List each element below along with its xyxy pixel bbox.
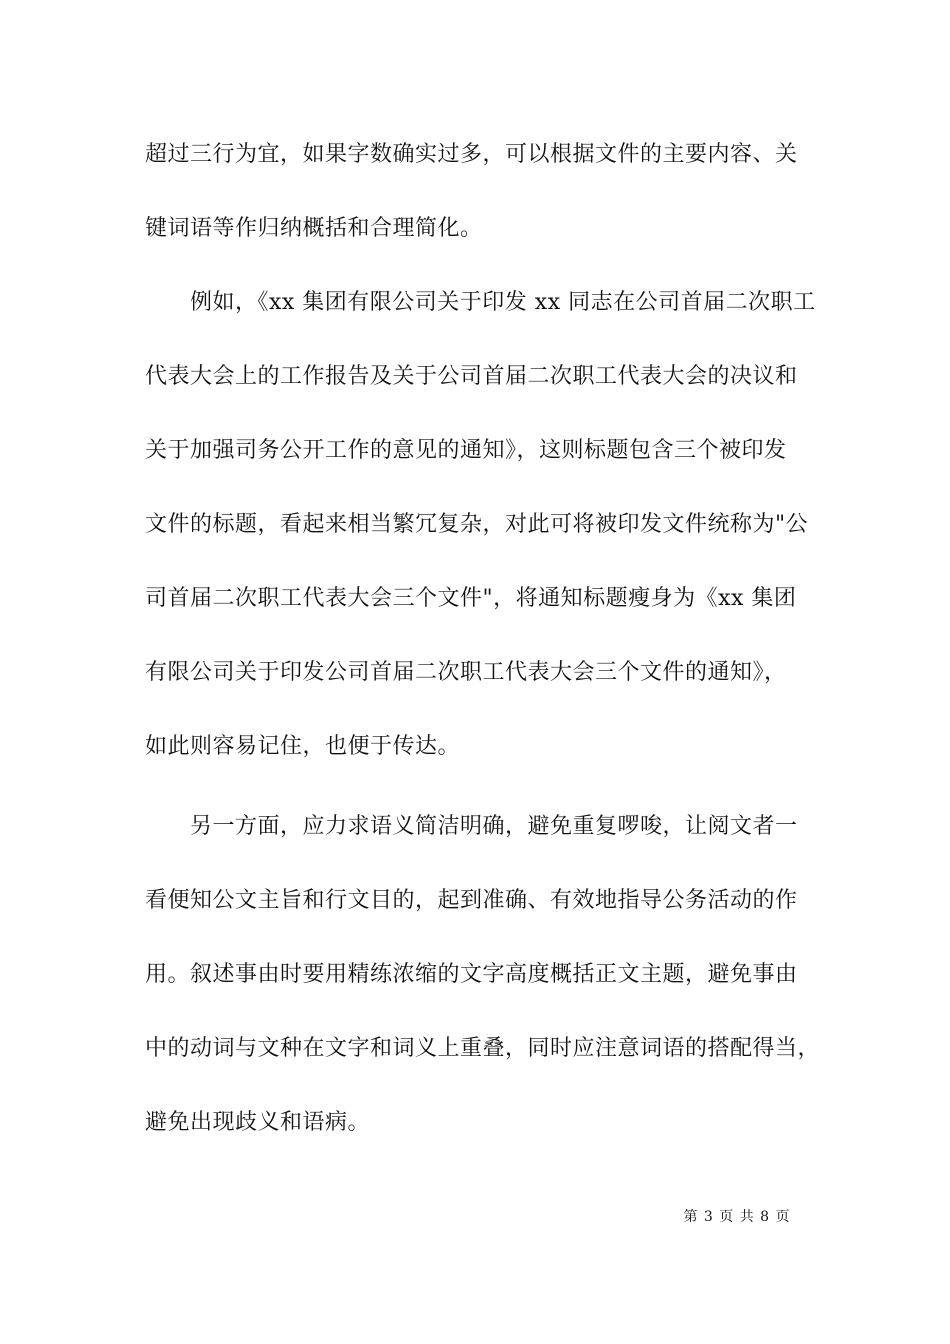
page-footer [0, 1207, 812, 1227]
page-number: 第 3 页 共 8 页 [683, 1209, 791, 1225]
paragraph-line: 另一方面，应力求语义简洁明确，避免重复啰唆，让阅文者一 [190, 814, 798, 839]
paragraph-line: 关于加强司务公开工作的意见的通知》，这则标题包含三个被印发 [145, 438, 787, 463]
paragraph-line: 例如，《xx 集团有限公司关于印发 xx 同志在公司首届二次职工 [190, 290, 816, 315]
paragraph-line: 避免出现歧义和语病。 [145, 1110, 371, 1135]
paragraph-line: 有限公司关于印发公司首届二次职工代表大会三个文件的通知》， [145, 660, 787, 685]
paragraph-line: 看便知公文主旨和行文目的，起到准确、有效地指导公务活动的作 [145, 888, 798, 913]
paragraph-line: 中的动词与文种在文字和词义上重叠，同时应注意词语的搭配得当， [145, 1036, 821, 1061]
paragraph-line: 代表大会上的工作报告及关于公司首届二次职工代表大会的决议和 [145, 364, 798, 389]
paragraph-line: 用。叙述事由时要用精练浓缩的文字高度概括正文主题，避免事由 [145, 962, 798, 987]
paragraph-line: 司首届二次职工代表大会三个文件"，将通知标题瘦身为《xx 集团 [145, 586, 797, 611]
paragraph-line: 超过三行为宜，如果字数确实过多，可以根据文件的主要内容、关 [145, 142, 798, 167]
paragraph-line: 文件的标题，看起来相当繁冗复杂，对此可将被印发文件统称为"公 [145, 512, 809, 537]
paragraph-line: 键词语等作归纳概括和合理简化。 [145, 216, 483, 241]
paragraph-line: 如此则容易记住，也便于传达。 [145, 734, 461, 759]
